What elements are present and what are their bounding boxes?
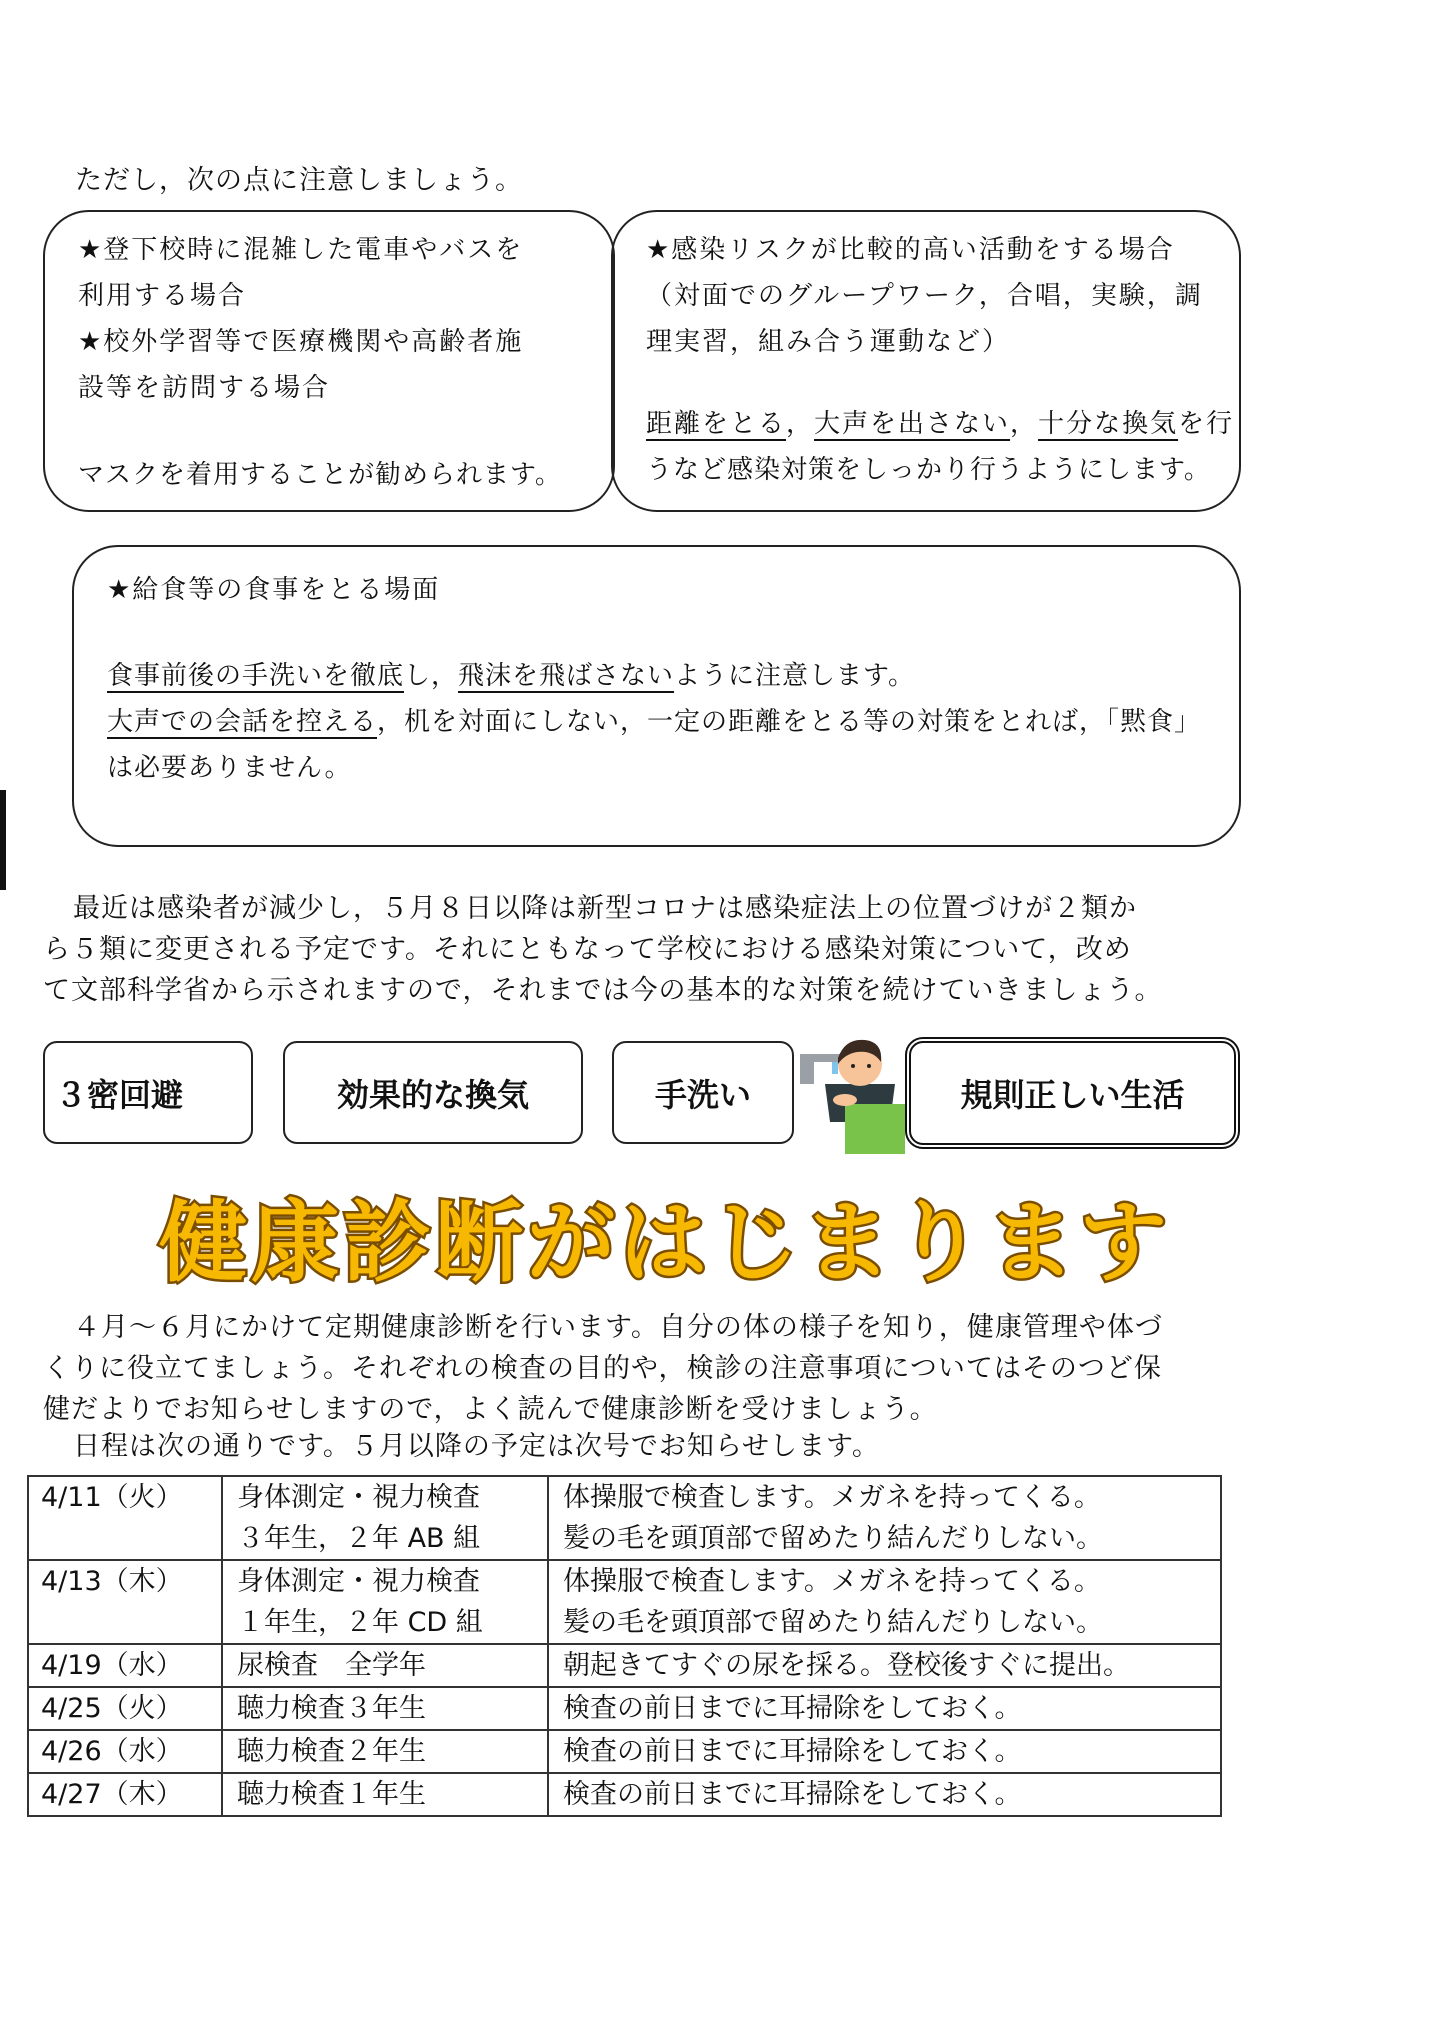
note-cell-line: 髪の毛を頭頂部で留めたり結んだりしない。 bbox=[563, 1607, 1103, 1638]
meal-box bbox=[72, 545, 1241, 847]
note-cell bbox=[548, 1687, 1221, 1730]
exam-cell-line: ３年生，２年 AB 組 bbox=[237, 1523, 481, 1554]
table-row bbox=[28, 1687, 1221, 1730]
intro-text: ただし，次の点に注意しましょう。 bbox=[75, 165, 523, 196]
note-cell-line: 体操服で検査します。メガネを持ってくる。 bbox=[563, 1482, 1101, 1513]
commute-line: ★登下校時に混雑した電車やバスを bbox=[78, 235, 524, 265]
note-cell-line: 検査の前日までに耳掃除をしておく。 bbox=[563, 1693, 1022, 1724]
meal-text: ，机を対面にしない，一定の距離をとる等の対策をとれば，「黙食」 bbox=[377, 707, 1202, 737]
risk-tail-line: うなど感染対策をしっかり行うようにします。 bbox=[646, 455, 1211, 485]
date-cell: 4/25（火） bbox=[28, 1687, 222, 1730]
underline-voice: 大声を出さない bbox=[814, 409, 1011, 439]
meal-heading: ★給食等の食事をとる場面 bbox=[107, 575, 441, 605]
exam-cell-line: 聴力検査３年生 bbox=[237, 1693, 426, 1724]
risk-tail: を行 bbox=[1178, 409, 1235, 439]
separator: ， bbox=[786, 409, 815, 439]
note-cell bbox=[548, 1560, 1221, 1644]
meal-text: ように注意します。 bbox=[674, 661, 915, 691]
exam-cell bbox=[222, 1730, 548, 1773]
tag-regular-life: 規則正しい生活 bbox=[905, 1037, 1240, 1149]
tag-handwashing: 手洗い bbox=[612, 1041, 794, 1144]
risk-line: ★感染リスクが比較的高い活動をする場合 bbox=[646, 235, 1175, 265]
date-cell: 4/19（水） bbox=[28, 1644, 222, 1687]
meal-line-1 bbox=[107, 653, 1239, 699]
note-cell-line: 検査の前日までに耳掃除をしておく。 bbox=[563, 1779, 1022, 1810]
date-cell: 4/26（水） bbox=[28, 1730, 222, 1773]
underline-quiet: 大声での会話を控える bbox=[107, 707, 378, 737]
schedule-intro: 日程は次の通りです。５月以降の予定は次号でお知らせします。 bbox=[73, 1431, 880, 1462]
tag-avoid-3c: ３密回避 bbox=[43, 1041, 253, 1144]
covid-paragraph bbox=[43, 888, 1243, 1011]
exam-cell-line: 身体測定・視力検査 bbox=[237, 1482, 480, 1513]
date-cell: 4/13（木） bbox=[28, 1560, 222, 1644]
handwashing-illustration-icon bbox=[795, 1034, 905, 1154]
note-cell bbox=[548, 1773, 1221, 1816]
note-cell bbox=[548, 1644, 1221, 1687]
underline-ventilation: 十分な換気 bbox=[1038, 409, 1179, 439]
note-cell-line: 髪の毛を頭頂部で留めたり結んだりしない。 bbox=[563, 1523, 1103, 1554]
health-line: 健だよりでお知らせしますので，よく読んで健康診断を受けましょう。 bbox=[43, 1394, 938, 1425]
separator: ， bbox=[1010, 409, 1039, 439]
table-row bbox=[28, 1644, 1221, 1687]
exam-cell bbox=[222, 1687, 548, 1730]
commute-line: 設等を訪問する場合 bbox=[78, 373, 331, 403]
exam-cell-line: 尿検査 全学年 bbox=[237, 1650, 426, 1681]
schedule-table bbox=[27, 1475, 1222, 1817]
exam-cell bbox=[222, 1773, 548, 1816]
health-paragraph bbox=[43, 1307, 1243, 1464]
exam-cell bbox=[222, 1476, 548, 1560]
health-line: くりに役立てましょう。それぞれの検査の目的や，検診の注意事項についてはそのつど保 bbox=[43, 1353, 1162, 1384]
note-cell-line: 体操服で検査します。メガネを持ってくる。 bbox=[563, 1566, 1101, 1597]
note-cell-line: 検査の前日までに耳掃除をしておく。 bbox=[563, 1736, 1022, 1767]
exam-cell bbox=[222, 1560, 548, 1644]
date-cell: 4/27（木） bbox=[28, 1773, 222, 1816]
health-line: ４月〜６月にかけて定期健康診断を行います。自分の体の様子を知り，健康管理や体づ bbox=[73, 1312, 1163, 1343]
risk-box bbox=[611, 210, 1241, 512]
commute-box bbox=[43, 210, 615, 512]
note-cell-line: 朝起きてすぐの尿を採る。登校後すぐに提出。 bbox=[563, 1650, 1130, 1681]
tag-ventilation: 効果的な換気 bbox=[283, 1041, 583, 1144]
note-cell bbox=[548, 1476, 1221, 1560]
table-row bbox=[28, 1560, 1221, 1644]
exam-cell-line: １年生，２年 CD 組 bbox=[237, 1607, 483, 1638]
meal-text: し， bbox=[404, 661, 459, 691]
underline-distance: 距離をとる bbox=[646, 409, 787, 439]
title-text: 健康診断がはじまります bbox=[158, 1191, 1172, 1294]
covid-line: ら５類に変更される予定です。それにともなって学校における感染対策について，改め bbox=[43, 934, 1132, 965]
commute-line: ★校外学習等で医療機関や高齢者施 bbox=[78, 327, 524, 357]
exam-cell-line: 聴力検査２年生 bbox=[237, 1736, 426, 1767]
table-row bbox=[28, 1476, 1221, 1560]
page-title bbox=[95, 1185, 1235, 1295]
table-row bbox=[28, 1730, 1221, 1773]
commute-note: マスクを着用することが勧められます。 bbox=[78, 460, 562, 490]
commute-line: 利用する場合 bbox=[78, 281, 247, 311]
risk-measures bbox=[646, 401, 1239, 447]
exam-cell bbox=[222, 1644, 548, 1687]
covid-line: て文部科学省から示されますので，それまでは今の基本的な対策を続けていきましょう。 bbox=[43, 975, 1163, 1006]
underline-handwash: 食事前後の手洗いを徹底 bbox=[107, 661, 405, 691]
risk-line: 理実習，組み合う運動など） bbox=[646, 327, 1011, 357]
note-cell bbox=[548, 1730, 1221, 1773]
underline-droplets: 飛沫を飛ばさない bbox=[458, 661, 675, 691]
date-cell: 4/11（火） bbox=[28, 1476, 222, 1560]
meal-line-3: は必要ありません。 bbox=[107, 753, 352, 783]
exam-cell-line: 聴力検査１年生 bbox=[237, 1779, 426, 1810]
risk-line: （対面でのグループワーク，合唱，実験，調 bbox=[646, 281, 1203, 311]
table-row bbox=[28, 1773, 1221, 1816]
meal-line-2 bbox=[107, 699, 1239, 745]
covid-line: 最近は感染者が減少し，５月８日以降は新型コロナは感染症法上の位置づけが２類か bbox=[73, 893, 1137, 924]
exam-cell-line: 身体測定・視力検査 bbox=[237, 1566, 480, 1597]
margin-bar bbox=[0, 790, 6, 890]
